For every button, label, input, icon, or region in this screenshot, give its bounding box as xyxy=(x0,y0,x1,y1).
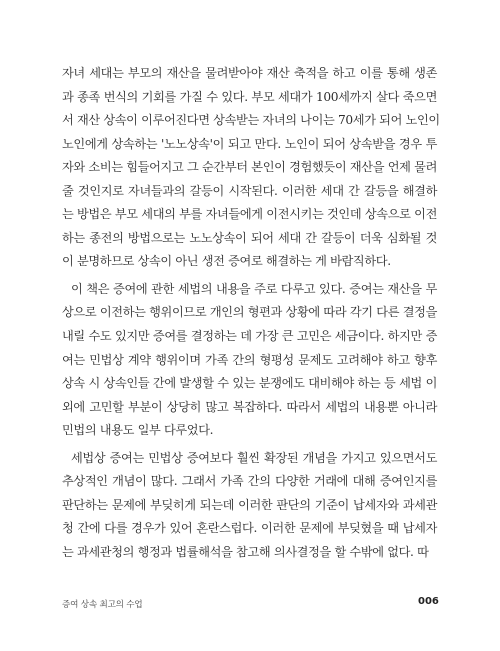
footer-book-title: 증여 상속 최고의 수업 xyxy=(62,600,143,610)
text-line: 민법의 내용도 일부 다루었다. xyxy=(62,423,214,438)
text-line: 이 책은 증여에 관한 세법의 내용을 주로 다루고 있다. 증여는 재산을 무 xyxy=(71,281,437,296)
paragraph xyxy=(62,62,440,274)
text-line: 는 방법은 부모 세대의 부를 자녀들에게 이전시키는 것인데 상속으로 이전 xyxy=(62,207,437,222)
text-line: 판단하는 문제에 부딪히게 되는데 이러한 판단의 기준이 납세자와 과세관 xyxy=(62,497,437,512)
text-line: 여는 민법상 계약 행위이며 가족 간의 형평성 문제도 고려해야 하고 향후 xyxy=(62,352,437,367)
text-line: 내릴 수도 있지만 증여를 결정하는 데 가장 큰 고민은 세금이다. 하지만 증 xyxy=(62,329,437,344)
body-text xyxy=(62,62,440,564)
text-line: 이 분명하므로 상속이 아닌 생전 증여로 해결하는 게 바람직하다. xyxy=(62,254,391,269)
paragraph xyxy=(62,447,437,565)
text-line: 서 재산 상속이 이루어진다면 상속받는 자녀의 나이는 70세가 되어 노인이 xyxy=(62,113,440,128)
text-line: 과 종족 번식의 기회를 가질 수 있다. 부모 세대가 100세까지 살다 죽으면 xyxy=(62,89,437,104)
text-line: 청 간에 다를 경우가 있어 혼란스럽다. 이러한 문제에 부딪혔을 때 납세자 xyxy=(62,521,437,536)
text-line: 줄 것인지로 자녀들과의 갈등이 시작된다. 이러한 세대 간 갈등을 해결하 xyxy=(62,183,437,198)
text-line: 는 과세관청의 행정과 법률해석을 참고해 의사결정을 할 수밖에 없다. 따 xyxy=(62,544,429,559)
text-line: 외에 고민할 부분이 상당히 많고 복잡하다. 따라서 세법의 내용뿐 아니라 xyxy=(62,399,437,414)
text-line: 추상적인 개념이 많다. 그래서 가족 간의 다양한 거래에 대해 증여인지를 xyxy=(62,474,437,489)
text-line: 세법상 증여는 민법상 증여보다 훨씬 확장된 개념을 가지고 있으면서도 xyxy=(71,450,437,465)
paragraph xyxy=(62,278,437,443)
text-line: 자와 소비는 힘들어지고 그 순간부터 본인이 경험했듯이 재산을 언제 물려 xyxy=(62,160,437,175)
page-number: 006 xyxy=(418,596,439,607)
text-line: 자녀 세대는 부모의 재산을 물려받아야 재산 축적을 하고 이를 통해 생존 xyxy=(62,66,437,80)
text-line: 하는 종전의 방법으로는 노노상속이 되어 세대 간 갈등이 더욱 심화될 것 xyxy=(62,230,437,245)
text-line: 상속 시 상속인들 간에 발생할 수 있는 분쟁에도 대비해야 하는 등 세법 이 xyxy=(62,376,437,391)
text-line: 상으로 이전하는 행위이므로 개인의 형편과 상황에 따라 각기 다른 결정을 xyxy=(62,305,437,320)
text-line: 노인에게 상속하는 '노노상속'이 되고 만다. 노인이 되어 상속받을 경우 투 xyxy=(62,136,437,151)
